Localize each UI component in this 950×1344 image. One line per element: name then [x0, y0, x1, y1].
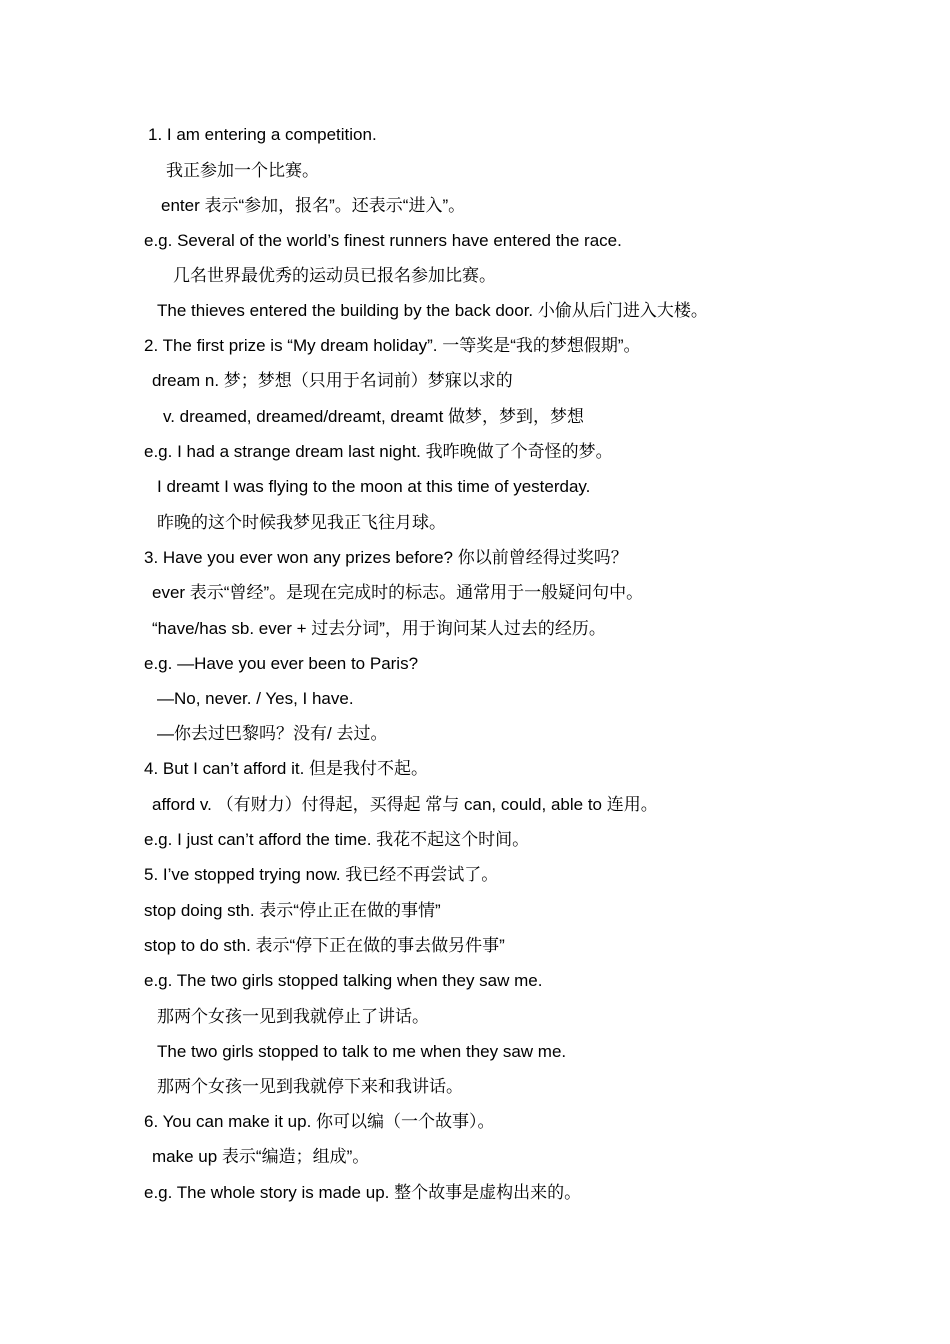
text-line: 2. The first prize is “My dream holiday”. 一等奖是“我的梦想假期”。 — [144, 336, 641, 355]
text-line: The thieves entered the building by the back door. 小偷从后门进入大楼。 — [157, 301, 708, 320]
text-line: I dreamt I was flying to the moon at this time of yesterday. — [157, 477, 591, 496]
text-line: 那两个女孩一见到我就停下来和我讲话。 — [157, 1077, 463, 1096]
text-line: 3. Have you ever won any prizes before? 你以前曾经得过奖吗？ — [144, 548, 628, 567]
text-line: enter 表示“参加，报名”。还表示“进入”。 — [161, 196, 466, 215]
text-line: stop doing sth. 表示“停止正在做的事情” — [144, 901, 441, 920]
text-line: e.g. I just can’t afford the time. 我花不起这个时间。 — [144, 830, 530, 849]
text-line: e.g. The two girls stopped talking when they saw me. — [144, 971, 543, 990]
text-line: 1. I am entering a competition. — [148, 125, 377, 144]
text-line: 几名世界最优秀的运动员已报名参加比赛。 — [173, 266, 496, 285]
text-line: afford v. （有财力）付得起，买得起 常与 can, could, able to 连用。 — [152, 795, 658, 814]
text-line: —你去过巴黎吗？没有/ 去过。 — [157, 724, 388, 743]
text-line: “have/has sb. ever + 过去分词”，用于询问某人过去的经历。 — [152, 619, 606, 638]
text-line: stop to do sth. 表示“停下正在做的事去做另件事” — [144, 936, 505, 955]
text-line: 我正参加一个比赛。 — [166, 161, 319, 180]
text-line: e.g. The whole story is made up. 整个故事是虚构出来的。 — [144, 1183, 582, 1202]
text-line: make up 表示“编造；组成”。 — [152, 1147, 370, 1166]
text-line: 那两个女孩一见到我就停止了讲话。 — [157, 1007, 429, 1026]
text-line: The two girls stopped to talk to me when they saw me. — [157, 1042, 567, 1061]
text-line: e.g. —Have you ever been to Paris? — [144, 654, 419, 673]
text-line: 昨晚的这个时候我梦见我正飞往月球。 — [157, 513, 446, 532]
text-line: v. dreamed, dreamed/dreamt, dreamt 做梦，梦到，梦想 — [163, 407, 585, 426]
text-line: dream n. 梦；梦想（只用于名词前）梦寐以求的 — [152, 371, 513, 390]
text-line: 6. You can make it up. 你可以编（一个故事）。 — [144, 1112, 495, 1131]
text-line: ever 表示“曾经”。是现在完成时的标志。通常用于一般疑问句中。 — [152, 583, 644, 602]
text-line: —No, never. / Yes, I have. — [157, 689, 354, 708]
text-line: 5. I’ve stopped trying now. 我已经不再尝试了。 — [144, 865, 499, 884]
text-line: e.g. Several of the world’s finest runners have entered the race. — [144, 231, 622, 250]
text-line: 4. But I can’t afford it. 但是我付不起。 — [144, 759, 429, 778]
text-line: e.g. I had a strange dream last night. 我昨晚做了个奇怪的梦。 — [144, 442, 613, 461]
